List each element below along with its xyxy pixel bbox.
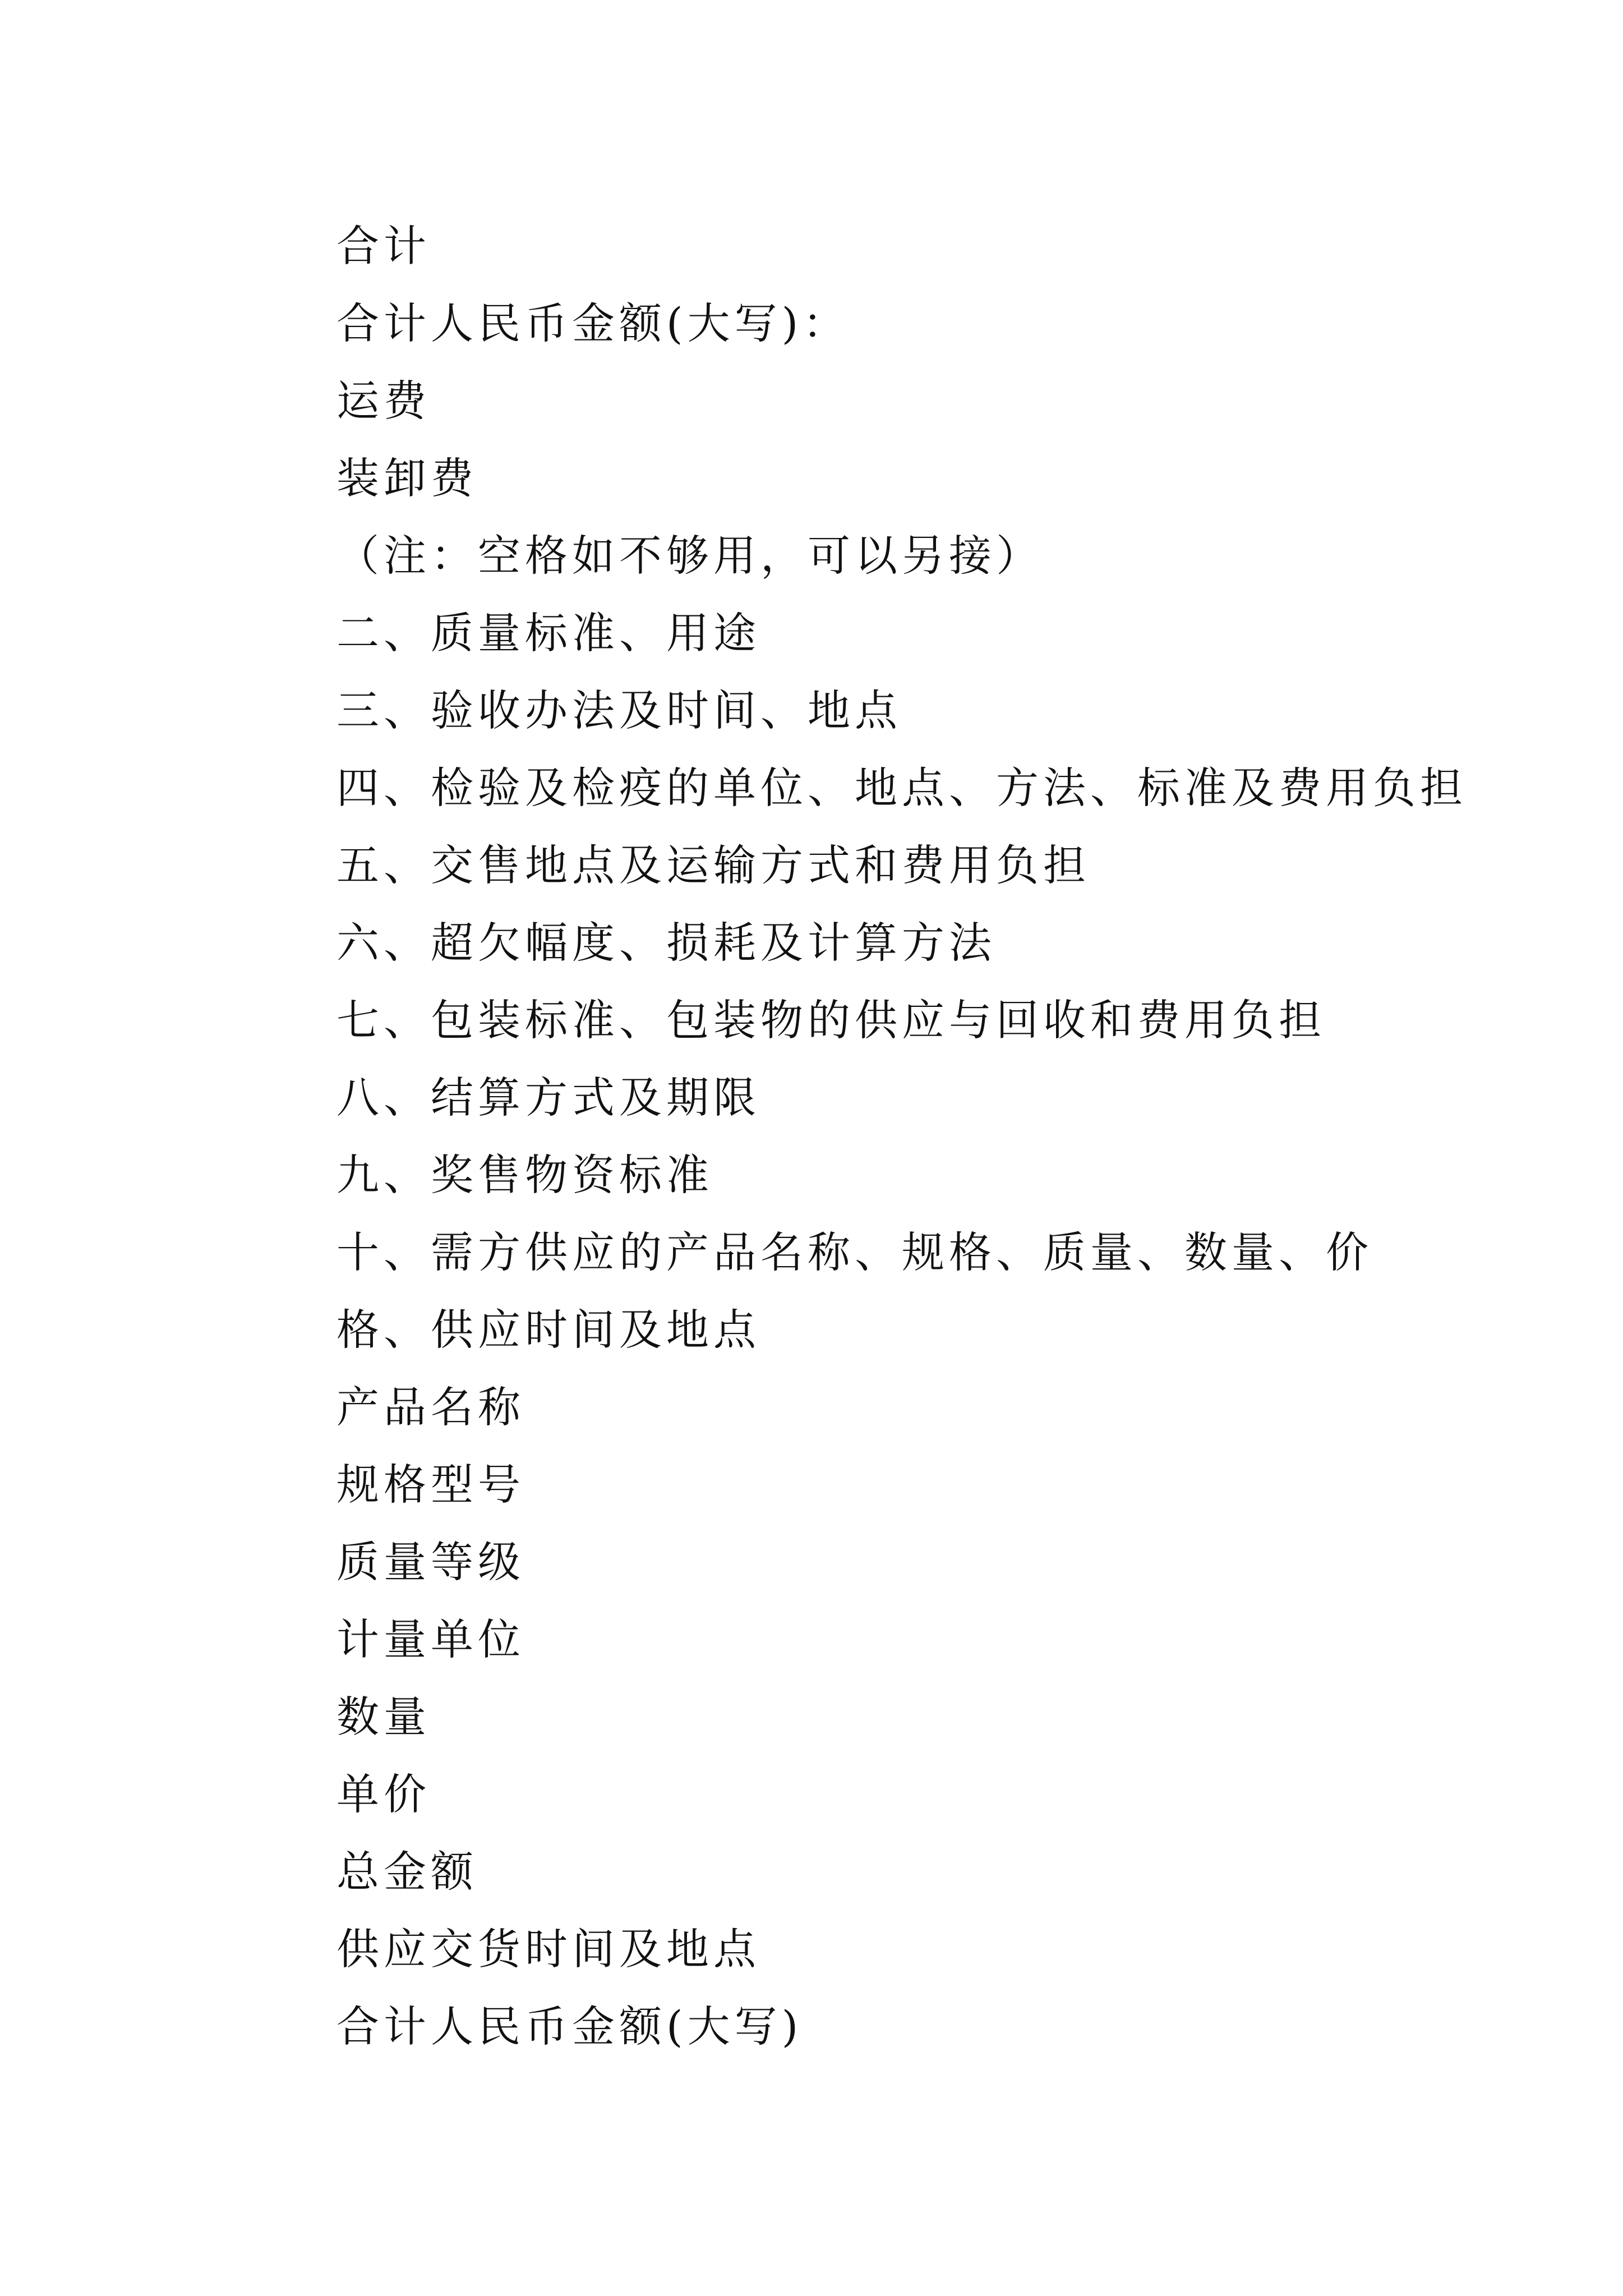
line-total-rmb-uppercase-2: 合计人民币金额(大写) (336, 2001, 803, 2051)
section-5-heading: 五、交售地点及运输方式和费用负担 (336, 840, 1090, 890)
line-unit-price: 单价 (336, 1769, 431, 1819)
section-9-heading: 九、奖售物资标准 (336, 1150, 713, 1200)
line-total: 合计 (336, 221, 431, 271)
line-quality-grade: 质量等级 (336, 1537, 525, 1587)
section-10-heading: 十、需方供应的产品名称、规格、质量、数量、价格、供应时间及地点 (336, 1227, 1373, 1355)
line-total-rmb-uppercase: 合计人民币金额(大写)： (336, 298, 850, 348)
document-body (252, 208, 1467, 2065)
section-8-heading: 八、结算方式及期限 (336, 1073, 760, 1122)
section-3-heading: 三、验收办法及时间、地点 (336, 685, 902, 735)
line-freight: 运费 (336, 376, 431, 426)
section-2-heading: 二、质量标准、用途 (336, 608, 760, 658)
line-note: （注：空格如不够用，可以另接） (336, 531, 1043, 581)
section-6-heading: 六、超欠幅度、损耗及计算方法 (336, 918, 996, 968)
line-handling-fee: 装卸费 (336, 453, 478, 503)
line-delivery-time-place: 供应交货时间及地点 (336, 1924, 760, 1974)
section-7-heading: 七、包装标准、包装物的供应与回收和费用负担 (336, 995, 1326, 1045)
line-unit-of-measure: 计量单位 (336, 1614, 525, 1664)
line-product-name: 产品名称 (336, 1382, 525, 1432)
line-total-amount: 总金额 (336, 1847, 478, 1897)
section-4-heading: 四、检验及检疫的单位、地点、方法、标准及费用负担 (336, 763, 1467, 813)
line-spec-model: 规格型号 (336, 1460, 525, 1510)
line-quantity: 数量 (336, 1692, 431, 1742)
